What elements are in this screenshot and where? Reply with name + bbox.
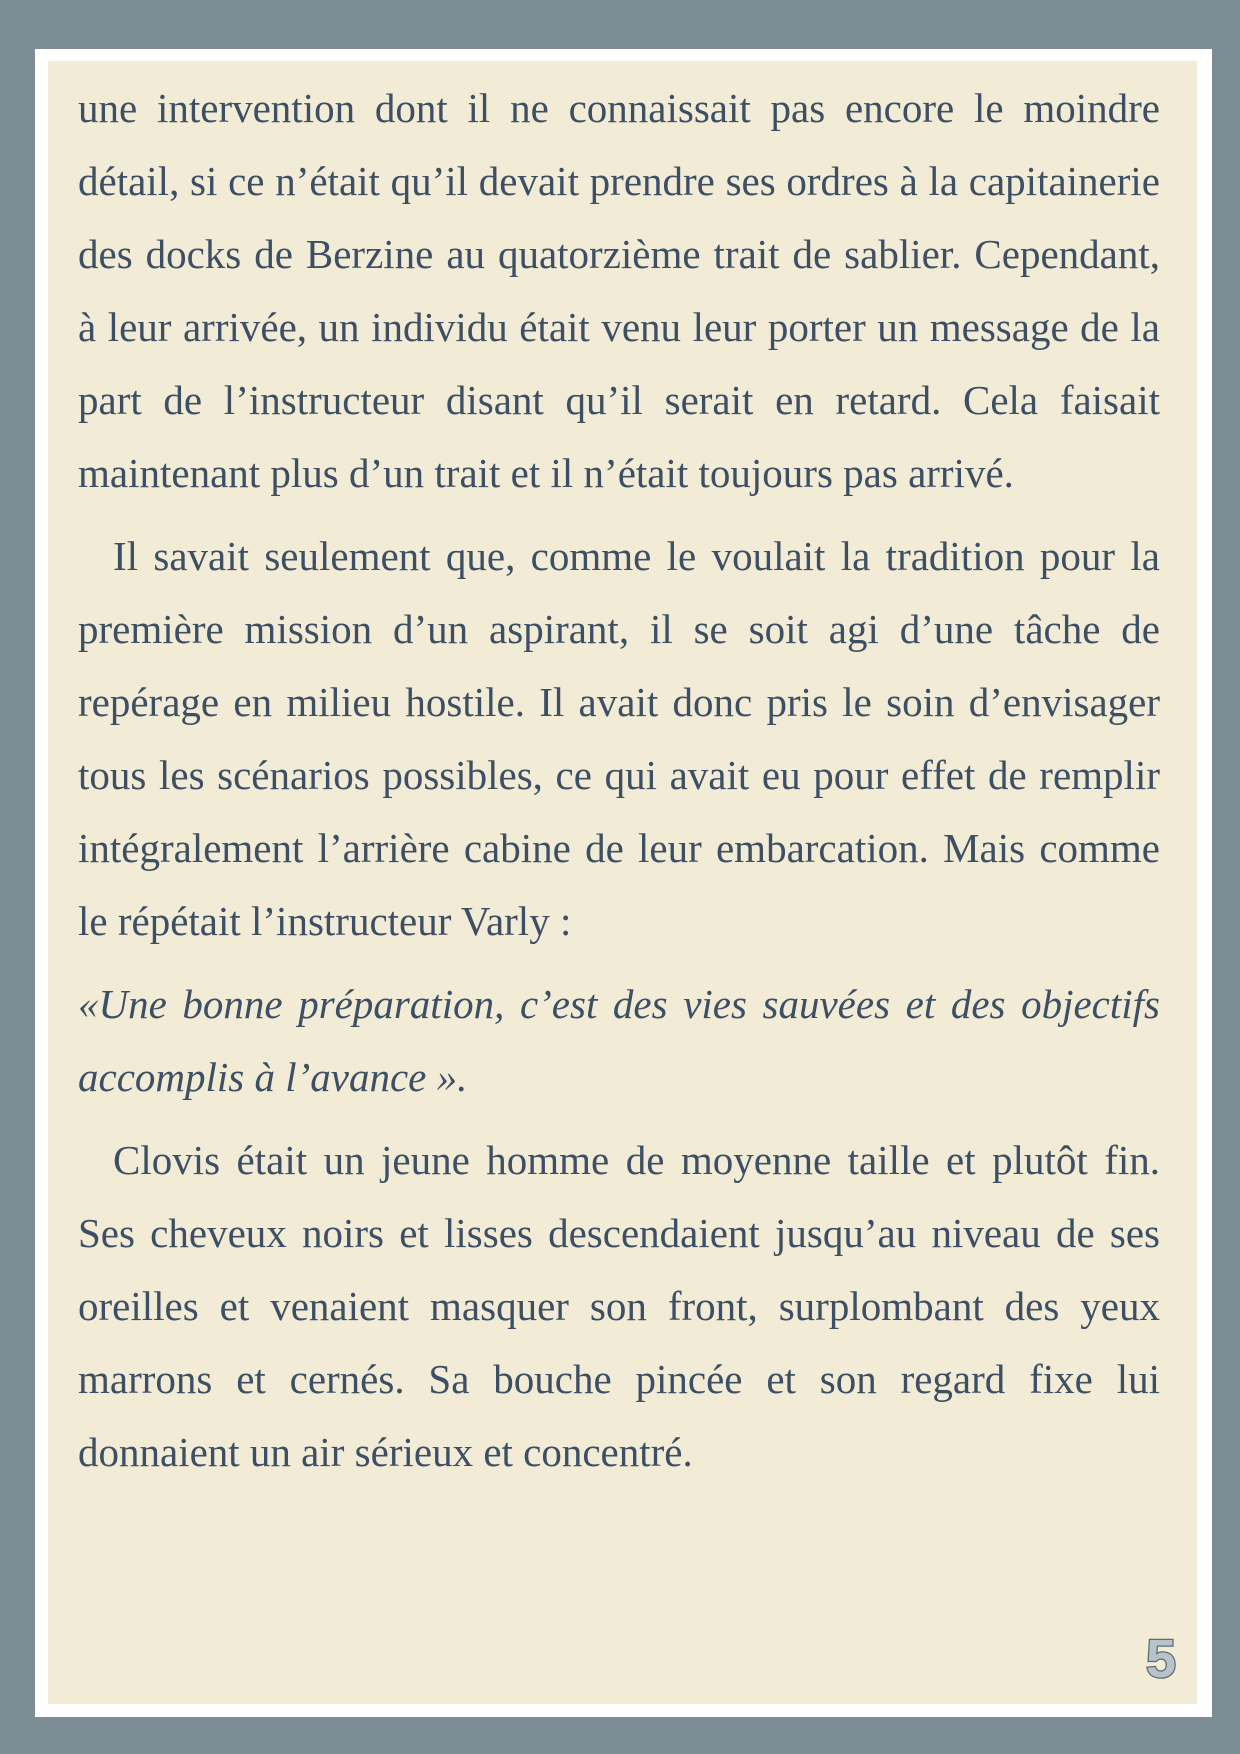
paragraph-2: Il savait seulement que, comme le voulait la tradition pour la première mission d’un aspirant, il se soit agi d’une tâche de repérage en milieu hostile. Il avait donc pris le soin d’envisager tous les scénarios possibles, ce qui avait eu pour effet de remplir intégralement l’arrière cabine de leur embarcation. Mais comme le répétait l’instructeur Varly : — [78, 533, 1160, 944]
paragraph-1: une intervention dont il ne connaissait pas encore le moindre détail, si ce n’était qu’il devait prendre ses ordres à la capitainerie des docks de Berzine au quatorzième trait de sablier. Cependant, à leur arrivée, un individu était venu leur porter un message de la part de l’instructeur disant qu’il serait en retard. Cela faisait maintenant plus d’un trait et il n’était toujours pas arrivé. — [78, 85, 1160, 496]
page-number — [1136, 1627, 1186, 1689]
page-number-text: 5 — [1145, 1629, 1177, 1689]
paragraph-4: Clovis était un jeune homme de moyenne taille et plutôt fin. Ses cheveux noirs et lisses descendaient jusqu’au niveau de ses oreilles et venaient masquer son front, surplombant des yeux marrons et cernés. Sa bouche pincée et son regard fixe lui donnaient un air sérieux et concentré. — [78, 1137, 1160, 1475]
quote-paragraph: «Une bonne préparation, c’est des vies sauvées et des objectifs accomplis à l’avance ». — [78, 981, 1160, 1100]
body-text — [78, 72, 1160, 1499]
